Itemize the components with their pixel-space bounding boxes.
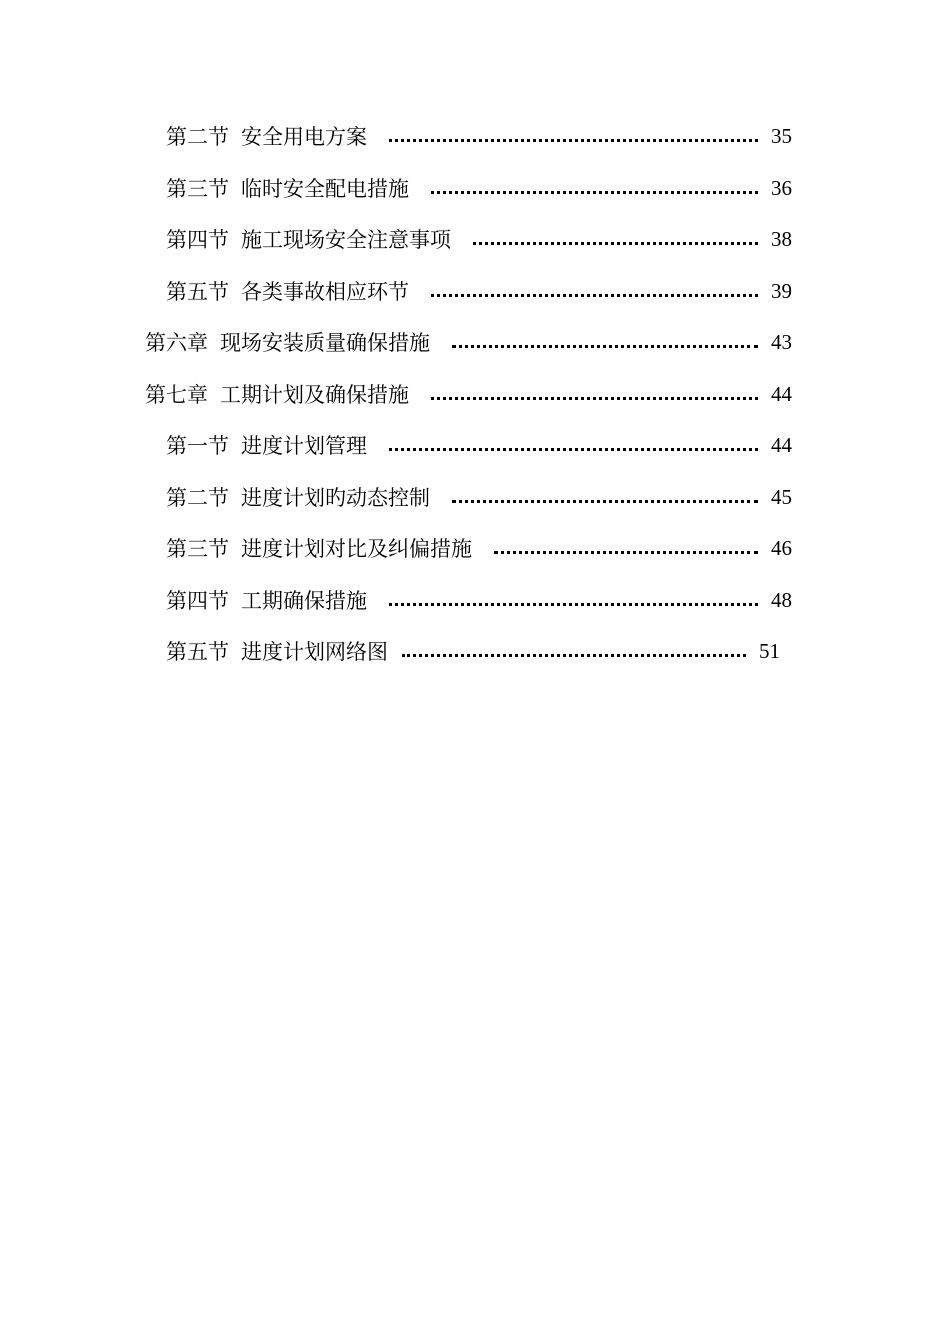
toc-entry-page: 38 (771, 226, 792, 251)
toc-entry-number: 第七章 (145, 383, 208, 407)
dot-leader (431, 294, 758, 297)
toc-entry-page: 46 (771, 535, 792, 560)
toc-entry-number: 第五节 (166, 640, 229, 664)
toc-entry-number: 第二节 (166, 125, 229, 149)
toc-entry-title: 施工现场安全注意事项 (241, 228, 451, 252)
toc-entry-number: 第五节 (166, 280, 229, 304)
toc-entry-page: 44 (771, 432, 792, 457)
toc-entry-title: 进度计划网络图 (241, 640, 388, 664)
toc-entry-number: 第四节 (166, 589, 229, 613)
toc-entry[interactable] (166, 223, 792, 255)
toc-entry-page: 51 (759, 638, 780, 663)
toc-entry-title: 工期确保措施 (241, 589, 367, 613)
toc-entry[interactable] (166, 584, 792, 616)
toc-entry-title: 现场安装质量确保措施 (220, 331, 430, 355)
dot-leader (452, 500, 758, 503)
toc-entry-number: 第二节 (166, 486, 229, 510)
dot-leader (473, 242, 758, 245)
toc-entry-title: 工期计划及确保措施 (220, 383, 409, 407)
toc-entry-title: 临时安全配电措施 (241, 177, 409, 201)
toc-entry-page: 43 (771, 329, 792, 354)
toc-entry-page: 45 (771, 484, 792, 509)
toc-entry-title: 各类事故相应环节 (241, 280, 409, 304)
toc-entry-number: 第一节 (166, 434, 229, 458)
dot-leader (389, 139, 758, 142)
toc-entry-number: 第三节 (166, 537, 229, 561)
toc-chapter-entry[interactable] (145, 326, 792, 358)
dot-leader (431, 397, 758, 400)
toc-chapter-entry[interactable] (145, 378, 792, 410)
toc-entry[interactable] (166, 275, 792, 307)
toc-entry[interactable] (166, 120, 792, 152)
toc-entry-page: 48 (771, 587, 792, 612)
toc-entry[interactable] (166, 172, 792, 204)
toc-entry[interactable] (166, 532, 792, 564)
toc-entry[interactable] (166, 635, 780, 667)
toc-entry-page: 36 (771, 175, 792, 200)
dot-leader (452, 345, 758, 348)
dot-leader (389, 448, 758, 451)
toc-entry-page: 39 (771, 278, 792, 303)
toc-entry[interactable] (166, 481, 792, 513)
toc-entry-number: 第三节 (166, 177, 229, 201)
dot-leader (494, 551, 758, 554)
toc-entry[interactable] (166, 429, 792, 461)
toc-entry-page: 35 (771, 123, 792, 148)
dot-leader (402, 654, 746, 657)
toc-entry-page: 44 (771, 381, 792, 406)
toc-entry-number: 第四节 (166, 228, 229, 252)
toc-entry-title: 进度计划旳动态控制 (241, 486, 430, 510)
toc-entry-title: 安全用电方案 (241, 125, 367, 149)
toc-entry-title: 进度计划对比及纠偏措施 (241, 537, 472, 561)
toc-entry-title: 进度计划管理 (241, 434, 367, 458)
toc-entry-number: 第六章 (145, 331, 208, 355)
dot-leader (389, 603, 758, 606)
dot-leader (431, 191, 758, 194)
